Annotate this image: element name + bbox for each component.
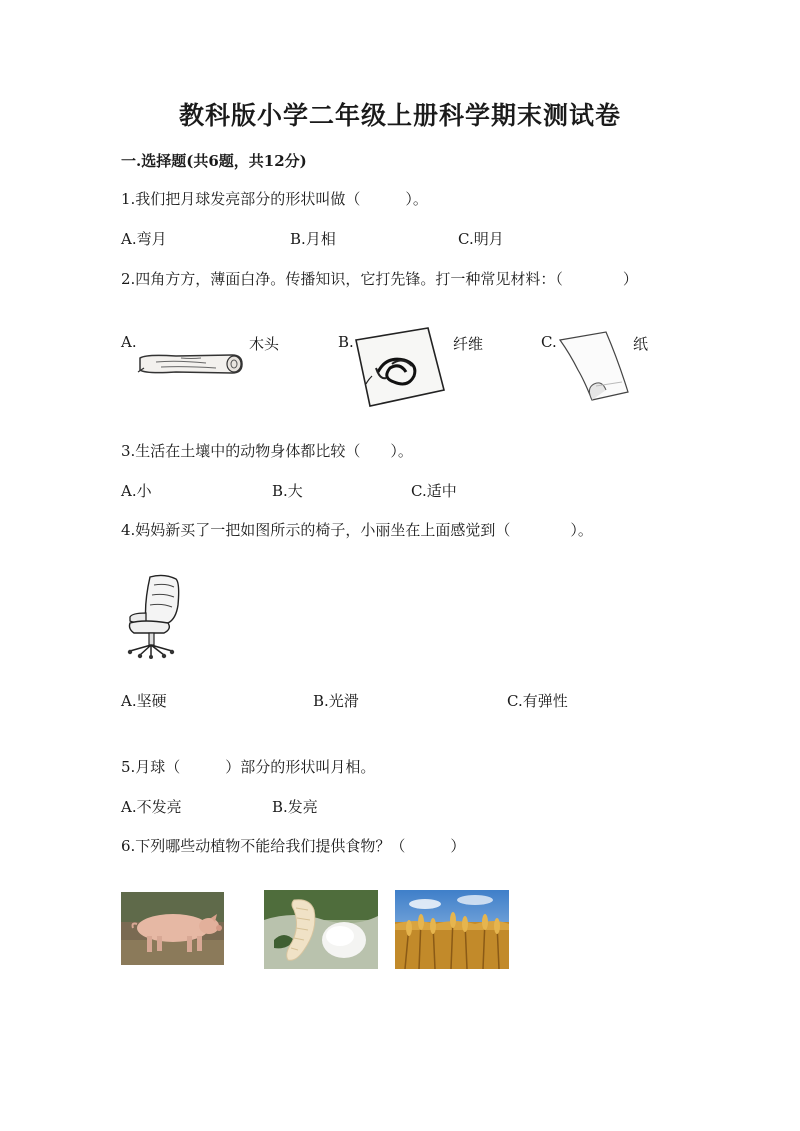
- section-heading: 一.选择题(共6题，共12分): [121, 152, 307, 170]
- wheat-field-photo: [395, 890, 509, 969]
- q4-option-a: A.坚硬: [121, 692, 167, 710]
- question-2: 2.四角方方，薄面白净。传播知识，它打先锋。打一种常见材料：（ ）: [121, 270, 638, 288]
- question-3: 3.生活在土壤中的动物身体都比较（ ）。: [121, 442, 413, 460]
- paper-image: [556, 330, 632, 404]
- office-chair-image: [124, 573, 182, 659]
- q1-option-b: B.月相: [290, 230, 336, 248]
- q1-option-c: C.明月: [458, 230, 504, 248]
- q3-option-b: B.大: [272, 482, 303, 500]
- question-5: 5.月球（ ）部分的形状叫月相。: [121, 758, 376, 776]
- fiber-image: [352, 326, 448, 408]
- q3-option-c: C.适中: [411, 482, 457, 500]
- q2-option-c-label: 纸: [633, 335, 649, 353]
- q4-option-b: B.光滑: [313, 692, 359, 710]
- question-1: 1.我们把月球发亮部分的形状叫做（ ）。: [121, 190, 428, 208]
- q4-option-c: C.有弹性: [507, 692, 568, 710]
- q2-option-b: B.: [338, 333, 354, 351]
- pig-photo: [121, 892, 224, 965]
- page-title: 教科版小学二年级上册科学期末测试卷: [178, 101, 621, 130]
- q1-option-a: A.弯月: [121, 230, 167, 248]
- q5-option-b: B.发亮: [272, 798, 318, 816]
- q2-option-c: C.: [541, 333, 557, 351]
- question-4: 4.妈妈新买了一把如图所示的椅子，小丽坐在上面感觉到（ ）。: [121, 521, 593, 539]
- q2-option-a: A.: [121, 333, 137, 351]
- q2-option-b-label: 纤维: [453, 335, 484, 353]
- wood-log-image: [136, 350, 246, 378]
- q2-option-a-label: 木头: [249, 335, 280, 353]
- q3-option-a: A.小: [121, 482, 152, 500]
- silkworm-cocoon-photo: [264, 890, 378, 969]
- q5-option-a: A.不发亮: [121, 798, 182, 816]
- question-6: 6.下列哪些动植物不能给我们提供食物？（ ）: [121, 837, 466, 855]
